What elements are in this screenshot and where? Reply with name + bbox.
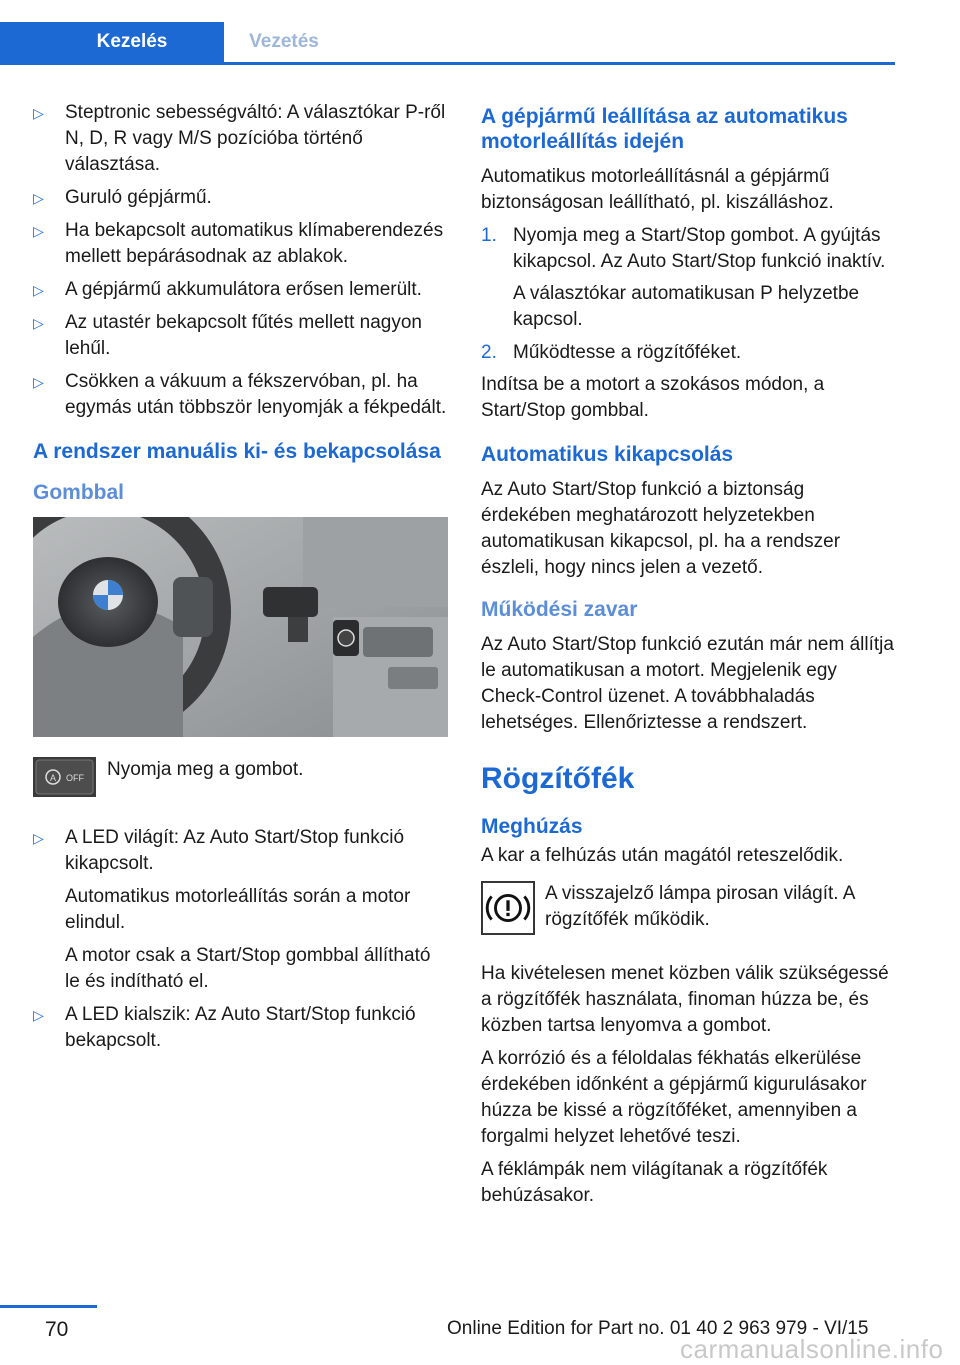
section-heading: A gépjármű leállítása az automatikus motorleállítás idején (481, 105, 848, 153)
chapter-tabs (0, 22, 895, 65)
list-subparagraph: Automatikus motorleállítás során a motor elindul. (65, 886, 411, 933)
step-number: 1. (481, 225, 497, 246)
brake-warning-icon (481, 881, 535, 935)
triangle-bullet-icon: ▷ (33, 282, 44, 298)
warning-text: A visszajelző lámpa pirosan világít. A rögzítőfék működik. (545, 883, 855, 930)
watermark: carmanualsonline.info (680, 1334, 944, 1364)
triangle-bullet-icon: ▷ (33, 190, 44, 206)
left-column (33, 100, 448, 1061)
subsection-heading: Gombbal (33, 481, 125, 504)
section-heading: Automatikus kikapcsolás (481, 443, 734, 466)
numbered-step: 2. Működtesse a rögzítőféket. (481, 340, 897, 366)
warning-note (481, 881, 897, 951)
right-column (481, 100, 897, 1216)
paragraph: Automatikus motorleállításnál a gépjármű biztonságosan leállítható, pl. kiszálláshoz. (481, 166, 834, 213)
triangle-bullet-icon: ▷ (33, 105, 44, 121)
list-item: ▷ Csökken a vákuum a fékszervóban, pl. ha egymás után többször lenyomják a fékpedált. (33, 371, 447, 418)
list-item: ▷ Guruló gépjármű. (33, 185, 448, 211)
numbered-step: 1. Nyomja meg a Start/Stop gombot. A gyújtás kikapcsol. Az Auto Start/Stop funkció inaktív. (481, 225, 886, 272)
paragraph: Indítsa be a motort a szokásos módon, a Start/Stop gombbal. (481, 374, 825, 421)
list-item: ▷ A LED világít: Az Auto Start/Stop funkció kikapcsolt. (33, 827, 405, 874)
list-item: ▷ A LED kialszik: Az Auto Start/Stop funkció bekapcsolt. (33, 1004, 416, 1051)
triangle-bullet-icon: ▷ (33, 374, 44, 390)
list-item: ▷ Ha bekapcsolt automatikus klímaberendezés mellett bepárásodnak az ablakok. (33, 220, 444, 267)
paragraph: A korrózió és a féloldalas fékhatás elkerülése érdekében időnként a gépjármű kigurulásakor húzza be kissé a rögzítőféket, amennyiben a forgalmi helyzet lehetővé teszi. (481, 1048, 867, 1147)
section-heading: Meghúzás (481, 815, 583, 838)
triangle-bullet-icon: ▷ (33, 1007, 44, 1023)
paragraph: Ha kivételesen menet közben válik szükségessé a rögzítőfék használata, finoman húzza be, és közben tartsa lenyomva a gombot. (481, 963, 889, 1036)
paragraph: Az Auto Start/Stop funkció a biztonság érdekében meghatározott helyzetekben automatikusan kikapcsol, pl. ha a rendszer észleli, hogy nincs jelen a vezető. (481, 479, 841, 578)
step-number: 2. (481, 342, 497, 363)
step-subparagraph: A választókar automatikusan P helyzetbe kapcsol. (513, 283, 860, 330)
paragraph: Az Auto Start/Stop funkció ezután már nem állítja le automatikusan a motort. Megjelenik egy Check-Control üzenet. A továbbhaladás lehetséges. Ellenőriztesse a rendszert. (481, 634, 894, 733)
list-item: ▷ A gépjármű akkumulátora erősen lemerült. (33, 277, 448, 303)
paragraph: A kar a felhúzás után magától reteszelődik. (481, 845, 844, 866)
svg-text:OFF: OFF (66, 773, 84, 783)
list-subparagraph: A motor csak a Start/Stop gombbal állítható le és indítható el. (65, 945, 431, 992)
button-caption: Nyomja meg a gombot. (107, 759, 304, 780)
chapter-title: Rögzítőfék (481, 762, 635, 795)
section-heading: A rendszer manuális ki- és bekapcsolása (33, 440, 441, 463)
auto-start-stop-button-icon (33, 757, 96, 797)
button-instruction (33, 757, 448, 811)
page-number: 70 (45, 1318, 69, 1341)
svg-text:A: A (49, 773, 57, 783)
footer-rule (0, 1305, 97, 1308)
tab-vezetes[interactable]: Vezetés (249, 31, 319, 52)
triangle-bullet-icon: ▷ (33, 315, 44, 331)
paragraph: A féklámpák nem világítanak a rögzítőfék behúzásakor. (481, 1159, 828, 1206)
triangle-bullet-icon: ▷ (33, 830, 44, 846)
edition-info: Online Edition for Part no. 01 40 2 963 979 - VI/15 (447, 1318, 869, 1339)
list-item: ▷ Az utastér bekapcsolt fűtés mellett nagyon lehűl. (33, 312, 422, 359)
list-item: ▷ Steptronic sebességváltó: A választókar P-ről N, D, R vagy M/S pozícióba történő választása. (33, 102, 446, 175)
tab-kezeles[interactable]: Kezelés (0, 22, 224, 62)
subsection-heading: Működési zavar (481, 598, 638, 621)
dashboard-photo (33, 517, 448, 737)
triangle-bullet-icon: ▷ (33, 223, 44, 239)
